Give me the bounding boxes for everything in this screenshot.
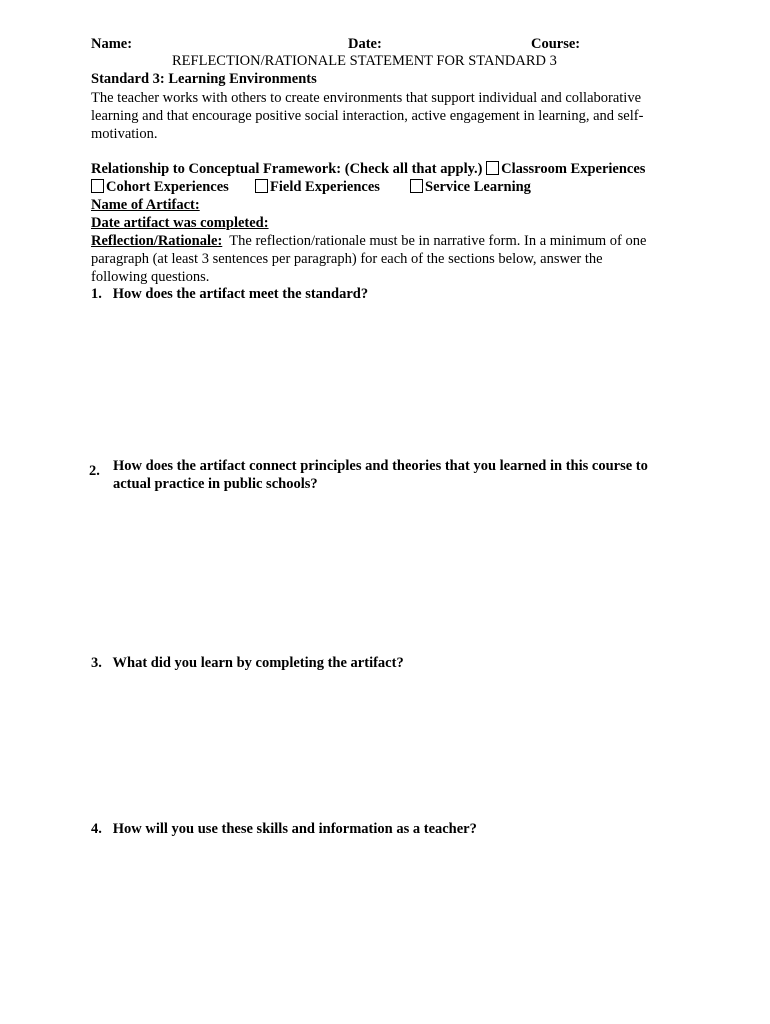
framework-option-classroom[interactable] bbox=[486, 161, 645, 177]
question-2-line-2: actual practice in public schools? bbox=[113, 476, 318, 492]
question-1 bbox=[91, 286, 368, 303]
option-label-classroom: Classroom Experiences bbox=[501, 161, 646, 177]
reflection-line-2: paragraph (at least 3 sentences per paragraph) for each of the sections below, answer the bbox=[91, 251, 603, 267]
question-4-number: 4. bbox=[91, 821, 102, 837]
question-3-text: What did you learn by completing the artifact? bbox=[112, 655, 404, 671]
standard-description-line-1: The teacher works with others to create environments that support individual and collaborative bbox=[91, 90, 642, 106]
question-1-text: How does the artifact meet the standard? bbox=[112, 286, 369, 302]
artifact-name-label: Name of Artifact: bbox=[91, 197, 200, 213]
option-label-service: Service Learning bbox=[425, 179, 531, 195]
question-4-text: How will you use these skills and information as a teacher? bbox=[112, 821, 477, 837]
question-2-number: 2. bbox=[89, 463, 100, 479]
checkbox-classroom-experiences[interactable] bbox=[486, 161, 499, 175]
standard-heading: Standard 3: Learning Environments bbox=[91, 71, 317, 87]
question-3 bbox=[91, 655, 404, 672]
framework-label: Relationship to Conceptual Framework: (Check all that apply.) bbox=[91, 161, 483, 177]
option-label-cohort: Cohort Experiences bbox=[106, 179, 229, 195]
framework-row-1 bbox=[91, 161, 645, 178]
standard-description-line-2: learning and that encourage positive social interaction, active engagement in learning, and self- bbox=[91, 108, 644, 124]
checkbox-field-experiences[interactable] bbox=[255, 179, 268, 193]
question-1-number: 1. bbox=[91, 286, 102, 302]
date-label: Date: bbox=[348, 36, 382, 52]
reflection-line-1 bbox=[91, 233, 646, 250]
course-label: Course: bbox=[531, 36, 581, 52]
framework-option-cohort[interactable] bbox=[91, 179, 229, 196]
reflection-label: Reflection/Rationale: bbox=[91, 233, 223, 249]
reflection-line-3: following questions. bbox=[91, 269, 210, 285]
option-label-field: Field Experiences bbox=[270, 179, 380, 195]
checkbox-cohort-experiences[interactable] bbox=[91, 179, 104, 193]
standard-description-line-3: motivation. bbox=[91, 126, 158, 142]
question-4 bbox=[91, 821, 477, 838]
artifact-date-label: Date artifact was completed: bbox=[91, 215, 269, 231]
reflection-instruction-1: The reflection/rationale must be in narrative form. In a minimum of one bbox=[229, 233, 647, 249]
question-3-number: 3. bbox=[91, 655, 102, 671]
framework-option-service[interactable] bbox=[410, 179, 531, 196]
framework-option-field[interactable] bbox=[255, 179, 380, 196]
question-2-line-1: How does the artifact connect principles and theories that you learned in this course to bbox=[113, 458, 648, 474]
name-label: Name: bbox=[91, 36, 133, 52]
document-title: REFLECTION/RATIONALE STATEMENT FOR STANDARD 3 bbox=[172, 53, 557, 69]
question-2-text bbox=[113, 457, 688, 493]
checkbox-service-learning[interactable] bbox=[410, 179, 423, 193]
